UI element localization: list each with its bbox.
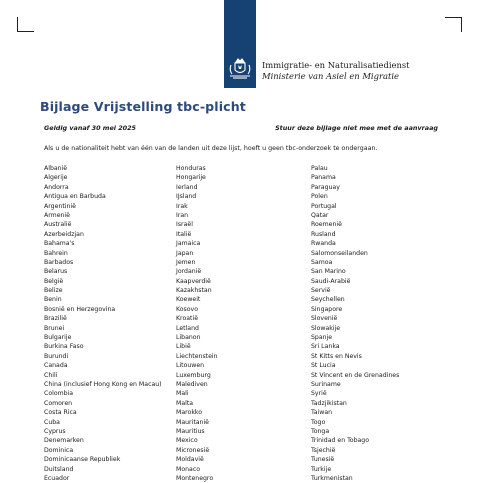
country-item: Costa Rica	[44, 409, 77, 417]
country-item: Mauritius	[176, 427, 205, 435]
country-item: IJsland	[176, 193, 197, 201]
country-item: Iran	[176, 211, 189, 219]
country-item: Brunei	[44, 324, 65, 332]
country-item: Mauritanië	[176, 418, 209, 426]
country-item: St Lucia	[311, 362, 336, 370]
country-item: Spanje	[311, 334, 333, 342]
country-item: Montenegro	[176, 474, 214, 482]
organisation-line-2: Ministerie van Asiel en Migratie	[262, 71, 399, 81]
country-item: Palau	[311, 165, 328, 172]
country-item: Rusland	[311, 230, 336, 238]
country-item: Panama	[311, 174, 336, 182]
country-item: Jordanië	[176, 268, 202, 276]
country-item: Armenië	[44, 211, 70, 219]
country-item: Turkmenistan	[311, 474, 353, 482]
country-item: Duitsland	[44, 465, 74, 473]
country-item: Singapore	[311, 305, 343, 313]
country-item: Burkina Faso	[44, 343, 84, 351]
country-item: Syrië	[311, 390, 327, 398]
country-item: Servië	[311, 287, 331, 295]
country-item: Tadzjikistan	[311, 399, 347, 407]
country-item: Jemen	[176, 258, 196, 266]
country-item: Belarus	[44, 268, 68, 276]
country-item: Togo	[311, 418, 326, 426]
crop-mark-top-left	[17, 17, 34, 32]
country-item: Malta	[176, 399, 194, 407]
coat-of-arms-icon	[227, 56, 253, 82]
country-item: Liechtenstein	[176, 352, 218, 360]
country-item: Honduras	[176, 165, 206, 172]
country-column-2	[176, 164, 218, 483]
country-item: Marokko	[176, 409, 203, 417]
country-item: Chili	[44, 371, 58, 379]
country-item: Ierland	[176, 183, 198, 191]
country-item: Seychellen	[311, 296, 345, 304]
country-item: Algerije	[44, 174, 68, 182]
country-item: Salomonseilanden	[311, 249, 368, 257]
country-item: Italië	[176, 230, 192, 238]
country-item: Cuba	[44, 418, 60, 426]
country-item: Turkije	[311, 465, 332, 473]
country-item: Taiwan	[311, 409, 333, 417]
country-item: Polen	[311, 193, 328, 201]
country-item: St Kitts en Nevis	[311, 352, 362, 360]
country-item: Tonga	[311, 427, 330, 435]
country-item: Azerbeidzjan	[44, 230, 84, 238]
country-item: Saudi-Arabië	[311, 277, 351, 285]
country-item: Hongarije	[176, 174, 206, 182]
country-item: Dominicaanse Republiek	[44, 456, 121, 464]
country-item: China (inclusief Hong Kong en Macau)	[44, 380, 162, 388]
country-item: St Vincent en de Grenadines	[311, 371, 400, 379]
country-item: Suriname	[311, 380, 341, 388]
organisation-name	[262, 60, 410, 82]
valid-from-date: Geldig vanaf 30 mei 2025	[44, 124, 136, 132]
organisation-line-1: Immigratie- en Naturalisatiedienst	[262, 60, 410, 70]
country-item: Israël	[176, 221, 193, 229]
country-item: Belize	[44, 287, 63, 295]
country-item: Koeweit	[176, 296, 201, 304]
country-item: Paraguay	[311, 183, 340, 191]
country-item: Libië	[176, 343, 191, 351]
country-item: San Marino	[311, 268, 346, 276]
country-item: Colombia	[44, 390, 74, 398]
country-item: Mexico	[176, 437, 198, 445]
government-logo-bar	[224, 0, 256, 88]
country-item: Tunesië	[311, 456, 335, 464]
country-item: Burundi	[44, 352, 69, 360]
country-item: Slovenië	[311, 315, 338, 323]
country-item: Kaapverdië	[176, 277, 211, 285]
country-item: Benin	[44, 296, 62, 304]
country-item: Brazilië	[44, 315, 67, 323]
country-item: Bulgarije	[44, 334, 72, 342]
country-item: België	[44, 277, 64, 285]
country-item: Micronesië	[176, 446, 210, 454]
country-item: Libanon	[176, 334, 201, 342]
document-title: Bijlage Vrijstelling tbc-plicht	[40, 99, 246, 114]
country-column-3	[311, 164, 399, 483]
country-item: Cyprus	[44, 427, 66, 435]
country-item: Kroatië	[176, 315, 198, 323]
country-item: Dominica	[44, 446, 74, 454]
country-item: Slowakije	[311, 324, 341, 332]
country-item: Monaco	[176, 465, 201, 473]
country-item: Mali	[176, 390, 189, 398]
country-item: Moldavië	[176, 456, 204, 464]
country-item: Samoa	[311, 258, 333, 266]
country-item: Malediven	[176, 380, 208, 388]
country-item: Portugal	[311, 202, 337, 210]
country-item: Andorra	[44, 183, 69, 191]
country-item: Denemarken	[44, 437, 84, 445]
country-item: Canada	[44, 362, 68, 370]
country-item: Japan	[176, 249, 194, 257]
country-item: Litouwen	[176, 362, 205, 370]
country-item: Luxemburg	[176, 371, 211, 379]
intro-text: Als u de nationaliteit hebt van één van de landen uit deze lijst, hoeft u geen tbc-onderzoek te ondergaan.	[44, 145, 378, 152]
country-item: Albanië	[44, 165, 68, 172]
country-column-1	[44, 164, 162, 483]
country-item: Bahama's	[44, 240, 75, 248]
country-item: Antigua en Barbuda	[44, 193, 106, 201]
country-item: Bahrein	[44, 249, 68, 257]
country-item: Barbados	[44, 258, 74, 266]
country-item: Irak	[176, 202, 188, 210]
country-item: Sri Lanka	[311, 343, 340, 351]
submission-notice: Stuur deze bijlage niet mee met de aanvraag	[275, 124, 438, 132]
country-item: Tsjechië	[311, 446, 336, 454]
crop-mark-top-right	[445, 17, 462, 32]
country-item: Argentinië	[44, 202, 76, 210]
country-item: Comoren	[44, 399, 73, 407]
country-item: Trinidad en Tobago	[311, 437, 370, 445]
country-item: Kosovo	[176, 305, 198, 313]
country-item: Australië	[44, 221, 72, 229]
country-item: Roemenië	[311, 221, 342, 229]
country-item: Kazakhstan	[176, 287, 212, 295]
country-item: Ecuador	[44, 474, 70, 482]
country-item: Rwanda	[311, 240, 336, 248]
country-item: Bosnië en Herzegovina	[44, 305, 116, 313]
country-item: Qatar	[311, 211, 329, 219]
country-item: Letland	[176, 324, 199, 332]
country-item: Jamaica	[176, 240, 201, 248]
